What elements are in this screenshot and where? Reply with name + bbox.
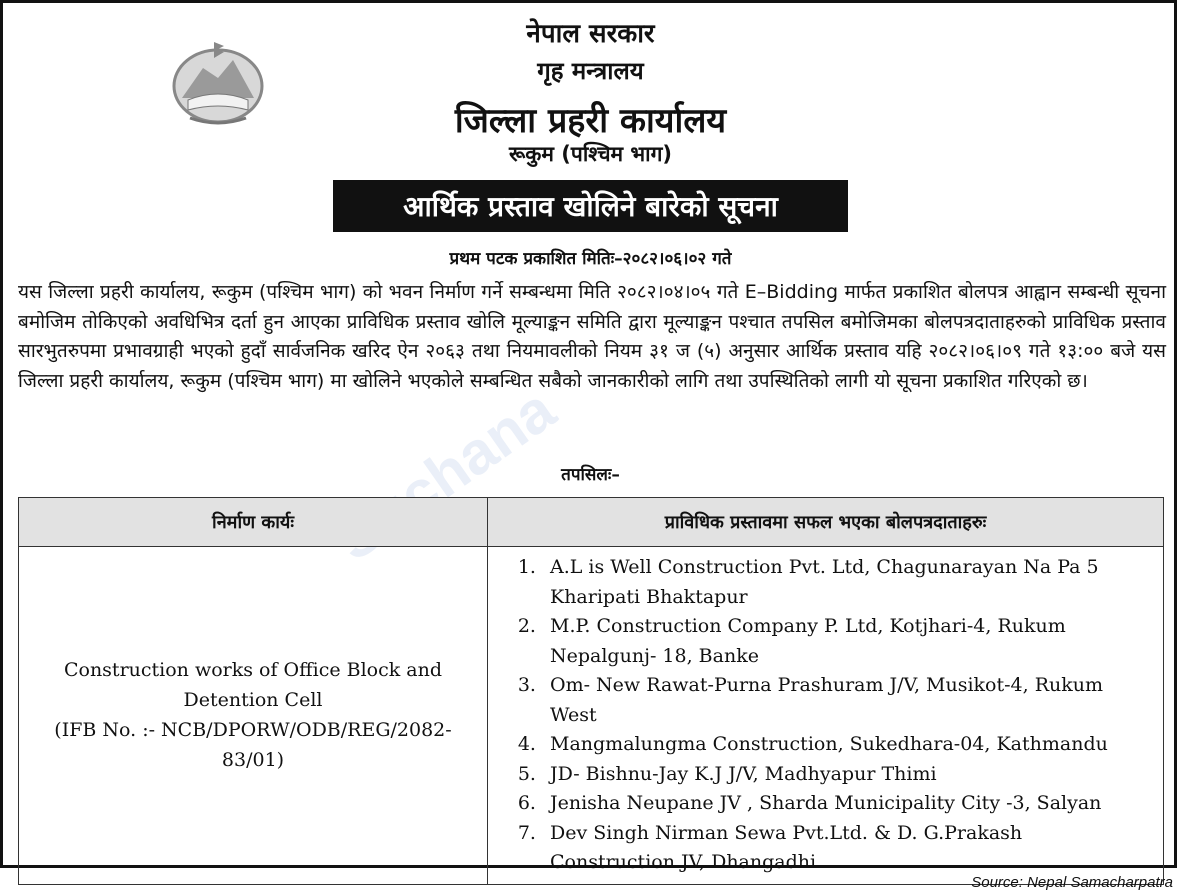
list-item: 5. JD- Bishnu-Jay K.J J/V, Madhyapur Thimi bbox=[542, 760, 1153, 790]
list-item: 1. A.L is Well Construction Pvt. Ltd, Chagunarayan Na Pa 5 Kharipati Bhaktapur bbox=[542, 553, 1153, 612]
work-description bbox=[19, 547, 488, 885]
header-government: नेपाल सरकार bbox=[526, 19, 655, 49]
table-header-row bbox=[19, 498, 1164, 547]
column-header-work: निर्माण कार्यः bbox=[19, 498, 488, 547]
list-item: 3. Om- New Rawat-Purna Prashuram J/V, Musikot-4, Rukum West bbox=[542, 671, 1153, 730]
header-office: जिल्ला प्रहरी कार्यालय bbox=[454, 101, 727, 141]
bidders-table bbox=[18, 497, 1164, 885]
work-title: Construction works of Office Block and Detention Cell bbox=[63, 659, 443, 712]
column-header-bidders: प्राविधिक प्रस्तावमा सफल भएका बोलपत्रदाताहरुः bbox=[488, 498, 1164, 547]
details-heading: तपसिलः– bbox=[561, 465, 620, 485]
list-item: 7. Dev Singh Nirman Sewa Pvt.Ltd. & D. G.Prakash Construction JV, Dhangadhi bbox=[542, 819, 1153, 878]
header-ministry: गृह मन्त्रालय bbox=[537, 57, 644, 85]
watermark: Suchana bbox=[323, 375, 567, 574]
notice-title-banner: आर्थिक प्रस्ताव खोलिने बारेको सूचना bbox=[333, 180, 848, 232]
source-credit: Source: Nepal Samacharpatra bbox=[971, 874, 1173, 891]
published-date: प्रथम पटक प्रकाशित मितिः–२०८२।०६।०२ गते bbox=[449, 249, 732, 269]
ifb-number: (IFB No. :- NCB/DPORW/ODB/REG/2082-83/01) bbox=[54, 719, 452, 772]
notice-body: यस जिल्ला प्रहरी कार्यालय, रूकुम (पश्चिम भाग) को भवन निर्माण गर्ने सम्बन्धमा मिति २०८२।०४।०५ गते E–Bidding मार्फत प्रकाशित बोलपत्र आह्वान सम्बन्धी सूचना बमोजिम तोकिएको अवधिभित्र दर्ता हुन आएका प्राविधिक प्रस्ताव खोलि मूल्याङ्कन समिति द्वारा मूल्याङ्कन पश्चात तपसिल बमोजिमका बोलपत्रदाताहरुको प्राविधिक प्रस्ताव सारभुतरुपमा प्रभावग्राही भएको हुदाँ सार्वजनिक खरिद ऐन २०६३ तथा नियमावलीको नियम ३१ ज (५) अनुसार आर्थिक प्रस्ताव यहि २०८२।०६।०९ गते १३:०० बजे यस जिल्ला प्रहरी कार्यालय, रूकुम (पश्चिम भाग) मा खोलिने भएकोले सम्बन्धित सबैको जानकारीको लागि तथा उपस्थितिको लागी यो सूचना प्रकाशित गरिएको छ। bbox=[18, 281, 1166, 392]
list-item: 2. M.P. Construction Company P. Ltd, Kotjhari-4, Rukum Nepalgunj- 18, Banke bbox=[542, 612, 1153, 671]
header-location: रूकुम (पश्चिम भाग) bbox=[508, 142, 673, 166]
table-row bbox=[19, 547, 1164, 885]
list-item: 4. Mangmalungma Construction, Sukedhara-04, Kathmandu bbox=[542, 730, 1153, 760]
bidders-list bbox=[502, 553, 1153, 878]
list-item: 6. Jenisha Neupane JV , Sharda Municipality City -3, Salyan bbox=[542, 789, 1153, 819]
bidders-cell bbox=[488, 547, 1164, 885]
